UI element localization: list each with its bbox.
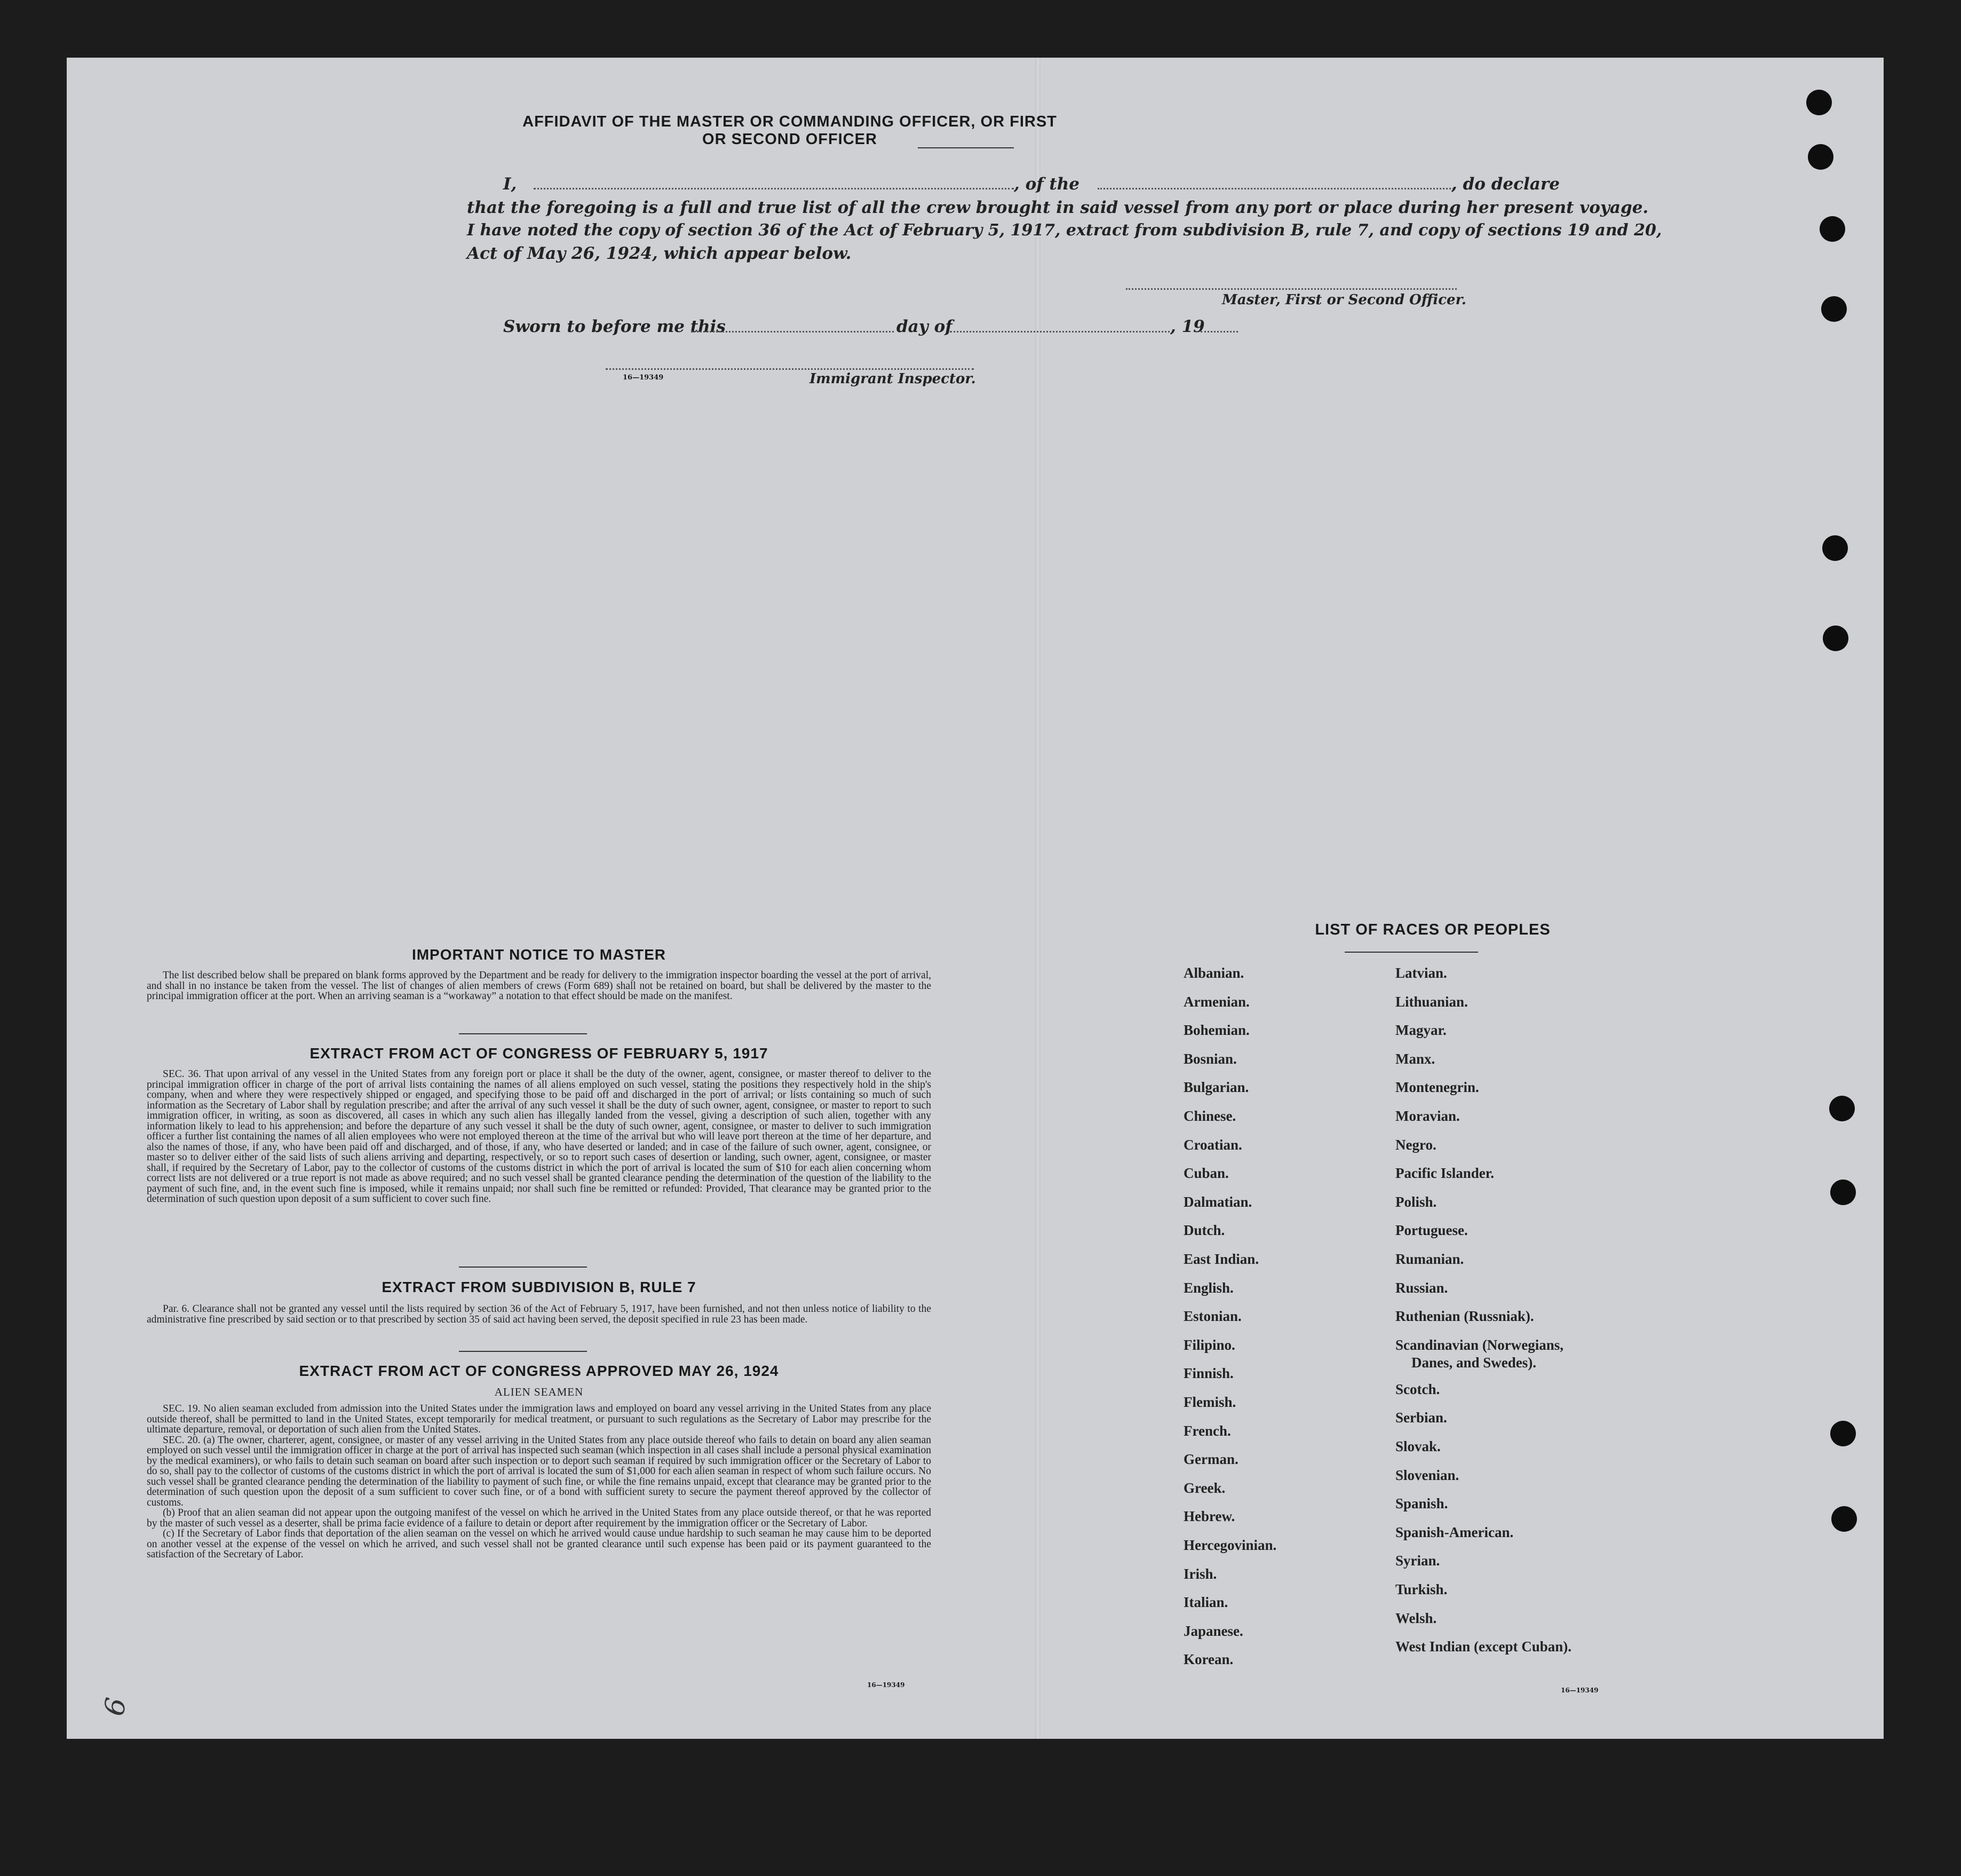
race-item: German. — [1184, 1451, 1238, 1468]
extract-1917-rule — [459, 1267, 587, 1268]
name-field[interactable] — [534, 188, 1014, 189]
sworn-label: Sworn to before me this — [503, 317, 726, 336]
affidavit-form-number: 16—19349 — [623, 374, 664, 382]
master-caption: Master, First or Second Officer. — [1222, 292, 1466, 308]
races-form-number: 16—19349 — [1561, 1687, 1599, 1694]
race-item: Filipino. — [1184, 1336, 1235, 1353]
inspector-caption: Immigrant Inspector. — [809, 371, 976, 387]
race-item: Welsh. — [1395, 1610, 1437, 1626]
document-page — [67, 58, 1884, 1739]
affidavit-line-4: Act of May 26, 1924, which appear below. — [467, 244, 852, 263]
race-item: Irish. — [1184, 1565, 1217, 1582]
race-item: Spanish. — [1395, 1495, 1448, 1512]
punch-hole — [1822, 535, 1848, 561]
race-item: Cuban. — [1184, 1165, 1229, 1182]
race-item: Chinese. — [1184, 1108, 1236, 1124]
margin-handwritten-mark: 6 — [98, 1695, 133, 1719]
sec19-text: SEC. 19. No alien seaman excluded from admission into the United States under the immigration laws and employed on board any vessel arriving in the United States from any place outside thereof, shall be permitted to land in the United States, except temporarily for medical treatment, or pursuant to such regulations as the Secretary of Labor may prescribe for the ultimate departure, removal, or deportation of such alien from the United States. — [147, 1403, 931, 1435]
affidavit-i-label: I, — [503, 175, 517, 194]
sworn-month-field[interactable] — [950, 331, 1174, 333]
extract-form-number: 16—19349 — [867, 1681, 905, 1689]
race-item: Magyar. — [1395, 1022, 1447, 1039]
punch-hole — [1830, 1180, 1856, 1205]
race-item: Turkish. — [1395, 1581, 1448, 1598]
sworn-year-field[interactable] — [1201, 331, 1238, 333]
punch-hole — [1823, 626, 1848, 651]
race-item: Spanish-American. — [1395, 1524, 1514, 1540]
race-item: Rumanian. — [1395, 1251, 1464, 1267]
race-item: Dutch. — [1184, 1222, 1225, 1239]
race-item: Bohemian. — [1184, 1022, 1250, 1039]
race-item: Greek. — [1184, 1479, 1226, 1496]
race-item: Japanese. — [1184, 1622, 1243, 1639]
extract-1917-body — [147, 1069, 931, 1205]
race-item: Montenegrin. — [1395, 1079, 1479, 1096]
sworn-day-field[interactable] — [691, 331, 894, 333]
race-item: Portuguese. — [1395, 1222, 1468, 1239]
race-item: Negro. — [1395, 1136, 1436, 1153]
sec20b-text: (b) Proof that an alien seaman did not appear upon the outgoing manifest of the vessel on which he arrived in the United States from any place outside thereof, or that he was reported by the master of such vessel as a deserter, shall be prima facie evidence of a failure to detain or deport after requirement by the immigration officer or the Secretary of Labor. — [147, 1507, 931, 1529]
race-item: Finnish. — [1184, 1365, 1234, 1382]
punch-hole — [1830, 1421, 1856, 1446]
notice-body — [147, 970, 931, 1002]
race-item: Scandinavian (Norwegians, — [1395, 1336, 1564, 1353]
race-item: Serbian. — [1395, 1410, 1447, 1426]
extract-1917-title: EXTRACT FROM ACT OF CONGRESS OF FEBRUARY 5, 1917 — [309, 1045, 768, 1062]
sec20c-text: (c) If the Secretary of Labor finds that deportation of the alien seaman on the vessel on which he arrived would cause undue hardship to such seaman he may cause him to be deported on another vessel at the expense of the vessel on which he arrived, and such vessel shall not be granted clearance until such expense has been paid or its payment guaranteed to the satisfaction of the Secretary of Labor. — [147, 1528, 931, 1560]
punch-hole — [1806, 90, 1832, 115]
race-item: Italian. — [1184, 1594, 1228, 1611]
extract-1924-subtitle: ALIEN SEAMEN — [494, 1386, 584, 1398]
race-item: French. — [1184, 1422, 1231, 1439]
rule7-body — [147, 1304, 931, 1325]
race-item: Moravian. — [1395, 1108, 1460, 1124]
race-item: Croatian. — [1184, 1136, 1242, 1153]
notice-rule — [459, 1033, 587, 1034]
race-item: Bulgarian. — [1184, 1079, 1249, 1096]
notice-title: IMPORTANT NOTICE TO MASTER — [411, 946, 666, 963]
race-item: East Indian. — [1184, 1251, 1259, 1267]
punch-hole — [1831, 1506, 1857, 1532]
vessel-field[interactable] — [1098, 188, 1454, 189]
race-item: Scotch. — [1395, 1381, 1440, 1397]
race-item: Albanian. — [1184, 965, 1244, 981]
punch-hole — [1821, 296, 1847, 322]
sec20a-text: SEC. 20. (a) The owner, charterer, agent, consignee, or master of any vessel arriving in the United States from any place outside thereof who fails to detain on board any alien seaman employed on such vessel until the immigration officer in charge at the port of arrival has inspected such seaman (which inspection in all cases shall include a personal physical examination by the medical examiners), or who fails to detain such seaman on board after such inspection or to deport such seaman if required by such immigration officer or the Secretary of Labor to do so, shall pay to the collector of customs of the customs district in which the port of arrival is located the sum of $1,000 for each alien seaman in respect of whom such failure occurs. No such vessel shall be granted clearance pending the determination of the liability to payment of such fine, or while the fine remains unpaid, except that clearance may be granted prior to the determination of such question upon the deposit of a sum sufficient to cover such fine, or of a bond with sufficient surety to secure the payment thereof approved by the collector of customs. — [147, 1434, 931, 1508]
notice-text: The list described below shall be prepared on blank forms approved by the Department and be ready for delivery to the immigration inspector boarding the vessel at the port of arrival, and shall in no instance be taken from the vessel. The list of changes of alien members of crews (Form 689) shall not be retained on board, but shall be delivered by the master to the principal immigration officer at the port. When an arriving seaman is a “workaway” a notation to that effect should be made on the manifest. — [147, 970, 931, 1002]
affidavit-title: AFFIDAVIT OF THE MASTER OR COMMANDING OFFICER, OR FIRST OR SECOND OFFICER — [522, 113, 1057, 148]
race-item: Armenian. — [1184, 993, 1250, 1010]
race-item: Slovak. — [1395, 1438, 1441, 1455]
of-the-label: , of the — [1014, 175, 1079, 194]
affidavit-line-3: I have noted the copy of section 36 of the Act of February 5, 1917, extract from subdivision B, rule 7, and copy of sections 19 and 20, — [467, 221, 1662, 240]
punch-hole — [1808, 144, 1833, 170]
race-item: Hebrew. — [1184, 1508, 1235, 1525]
race-item: Lithuanian. — [1395, 993, 1468, 1010]
punch-hole — [1820, 216, 1845, 242]
extract-1917-text: SEC. 36. That upon arrival of any vessel in the United States from any foreign port or place it shall be the duty of the owner, agent, consignee, or master thereof to deliver to the principal immigration officer in charge of the port of arrival lists containing the names of all aliens employed on such vessel, stating the positions they respectively hold in the ship's company, when and where they were respectively shipped or engaged, and specifying those to be paid off and discharged in the port of arrival; or lists containing so much of such information as the Secretary of Labor shall by regulation prescribe; and after the arrival of any such vessel it shall be the duty of such owner, agent, consignee, or master to report to such immigration officer, in writing, as soon as discovered, all cases in which any such alien has illegally landed from the vessel, giving a description of such alien, together with any information likely to lead to his apprehension; and before the departure of any such vessel it shall be the duty of such owner, agent, consignee, or master to deliver to such immigration officer a further list containing the names of all alien employees who were not employed thereon at the time of the arrival but who will leave port thereon at the time of her departure, and also the names of those, if any, who have been paid off and discharged, and of those, if any, who have deserted or landed; and in case of the failure of such owner, agent, consignee, or master so to deliver either of the said lists of such aliens arriving and departing, respectively, or so to report such cases of desertion or landing, such owner, agent, consignee, or master shall, if required by the Secretary of Labor, pay to the collector of customs of the customs district in which the port of arrival is located the sum of $10 for each alien concerning whom correct lists are not delivered or a true report is not made as above required; and no such vessel shall be granted clearance pending the determination of the question of the liability to the payment of such fine, and, in the event such fine is imposed, while it remains unpaid; nor shall such fine be remitted or refunded: Provided, That clearance may be granted prior to the determination of such question upon deposit of a sum sufficient to cover such fine. — [147, 1068, 931, 1205]
race-item: Slovenian. — [1395, 1467, 1459, 1483]
race-item: Manx. — [1395, 1050, 1435, 1067]
race-item: West Indian (except Cuban). — [1395, 1638, 1572, 1655]
page-fold — [1035, 58, 1041, 1739]
race-item: Syrian. — [1395, 1553, 1440, 1569]
affidavit-line-2: that the foregoing is a full and true list of all the crew brought in said vessel from any port or place during her present voyage. — [467, 198, 1649, 217]
race-item: Dalmatian. — [1184, 1193, 1252, 1210]
race-item: Polish. — [1395, 1193, 1437, 1210]
punch-hole — [1829, 1096, 1855, 1121]
rule7-rule — [459, 1351, 587, 1352]
race-item: Latvian. — [1395, 965, 1447, 981]
race-item: Ruthenian (Russniak). — [1395, 1308, 1534, 1325]
races-rule — [1345, 952, 1478, 953]
race-item: Danes, and Swedes). — [1411, 1354, 1537, 1371]
race-item: English. — [1184, 1279, 1234, 1296]
day-of-label: day of — [896, 317, 952, 336]
race-item: Flemish. — [1184, 1394, 1236, 1410]
races-title: LIST OF RACES OR PEOPLES — [1315, 921, 1551, 938]
rule7-text: Par. 6. Clearance shall not be granted any vessel until the lists required by section 36 of the Act of February 5, 1917, have been furnished, and not then unless notice of liability to the administrative fine prescribed by said section or to that prescribed by section 35 of said act having been served, the deposit specified in rule 23 has been made. — [147, 1303, 931, 1325]
race-item: Hercegovinian. — [1184, 1537, 1277, 1553]
declare-label: , do declare — [1451, 175, 1560, 194]
race-item: Korean. — [1184, 1651, 1234, 1668]
title-rule — [918, 147, 1014, 148]
year-label: , 19 — [1170, 317, 1205, 336]
rule7-title: EXTRACT FROM SUBDIVISION B, RULE 7 — [382, 1279, 696, 1295]
extract-1924-body — [147, 1404, 931, 1560]
race-item: Pacific Islander. — [1395, 1165, 1494, 1182]
race-item: Bosnian. — [1184, 1050, 1237, 1067]
race-item: Estonian. — [1184, 1308, 1242, 1325]
race-item: Russian. — [1395, 1279, 1448, 1296]
extract-1924-title: EXTRACT FROM ACT OF CONGRESS APPROVED MAY 26, 1924 — [299, 1363, 779, 1379]
